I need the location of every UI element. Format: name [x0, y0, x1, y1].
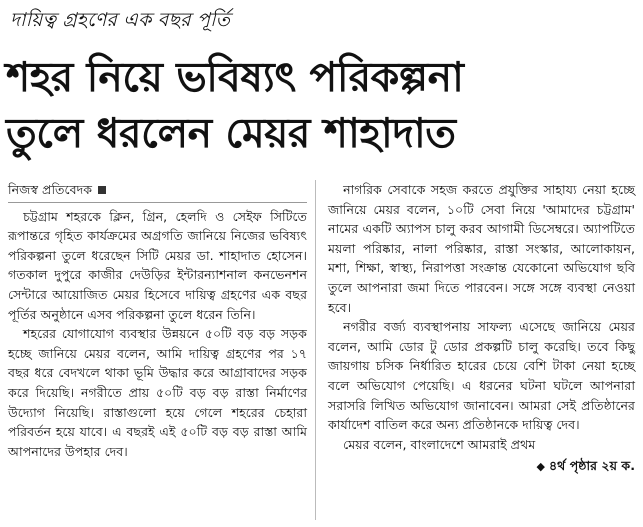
paragraph: নাগরিক সেবাকে সহজ করতে প্রযুক্তির সাহায্য নেয়া হচ্ছে জানিয়ে মেয়র বলেন, ১০টি সেবা নিয়ে 'আমাদের চট্টগ্রাম' নামের একটি অ্যাপস চালু করব আগামী ডিসেম্বরে। অ্যাপটিতে ময়লা পরিষ্কার, নালা পরিষ্কার, রাস্তা সংস্কার, আলোকায়ন, মশা, শিক্ষা, স্বাস্থ্য, নিরাপত্তা সংক্রান্ত যেকোনো অভিযোগ ছবি তুলে আপনারা জমা দিতে পারবেন। সঙ্গে সঙ্গে ব্যবস্থা নেওয়া হবে। — [328, 182, 635, 315]
jump-text: ৪র্থ পৃষ্ঠার ২য় ক. — [548, 458, 635, 474]
paragraph: মেয়র বলেন, বাংলাদেশে আমরাই প্রথম — [343, 436, 536, 452]
continued-on-page — [328, 456, 635, 477]
article-body — [8, 180, 635, 520]
arrow-icon: ◆ — [536, 460, 545, 474]
article-column-1 — [8, 180, 316, 520]
byline-text: নিজস্ব প্রতিবেদক — [8, 182, 93, 197]
paragraph: শহরের যোগাযোগ ব্যবস্থার উন্নয়নে ৫০টি বড় বড় সড়ক হচ্ছে জানিয়ে মেয়র বলেন, আমি দায়িত্ব গ্রহণের পর ১৭ বছর ধরে বেদখলে থাকা ভূমি উদ্ধার করে আগ্রাবাদের সড়ক করে দিয়েছি। নগরীতে প্রায় ৫০টি বড় বড় রাস্তা নির্মাণের উদ্যোগ নিয়েছি। রাস্তাগুলো হয়ে গেলে শহরের চেহারা পরিবর্তন হয়ে যাবে। এ বছরই এই ৫০টি বড় বড় রাস্তা আমি আপনাদের উপহার দেব। — [8, 326, 307, 459]
byline-square-icon — [98, 186, 106, 194]
paragraph: নগরীর বর্জ্য ব্যবস্থাপনায় সাফল্য এসেছে জানিয়ে মেয়র বলেন, আমি ডোর টু ডোর প্রকল্পটি চালু করেছি। তবে কিছু জায়গায় চসিক নির্ধারিত হারের চেয়ে বেশি টাকা নেয়া হচ্ছে বলে অভিযোগ পেয়েছি। এ ধরনের ঘটনা ঘটলে আপনারা সরাসরি লিখিত অভিযোগ জানাবেন। আমরা সেই প্রতিষ্ঠানের কার্যাদেশ বাতিল করে অন্য প্রতিষ্ঠানকে দায়িত্ব দেব। — [328, 319, 635, 433]
article-column-2 — [328, 180, 635, 520]
paragraph: চট্টগ্রাম শহরকে ক্লিন, গ্রিন, হেলদি ও সেইফ সিটিতে রূপান্তরে গৃহিত কার্যক্রমের অগ্রগতি জানিয়ে নিজের ভবিষ্যৎ পরিকল্পনা তুলে ধরেছেন সিটি মেয়র ডা. শাহাদাত হোসেন। গতকাল দুপুরে কাজীর দেউড়ির ইন্টারন্যাশনাল কনভেনশন সেন্টারে আয়োজিত মেয়র হিসেবে দায়িত্ব গ্রহণের এক বছর পূর্তির অনুষ্ঠানে এসব পরিকল্পনা তুলে ধরেন তিনি। — [8, 208, 307, 322]
byline — [8, 180, 307, 200]
headline-line-1: শহর নিয়ে ভবিষ্যৎ পরিকল্পনা — [6, 53, 464, 101]
headline-line-2: তুলে ধরলেন মেয়র শাহাদাত — [6, 109, 456, 157]
article-kicker: দায়িত্ব গ্রহণের এক বছর পূর্তি — [10, 9, 231, 31]
byline-divider — [8, 202, 307, 203]
